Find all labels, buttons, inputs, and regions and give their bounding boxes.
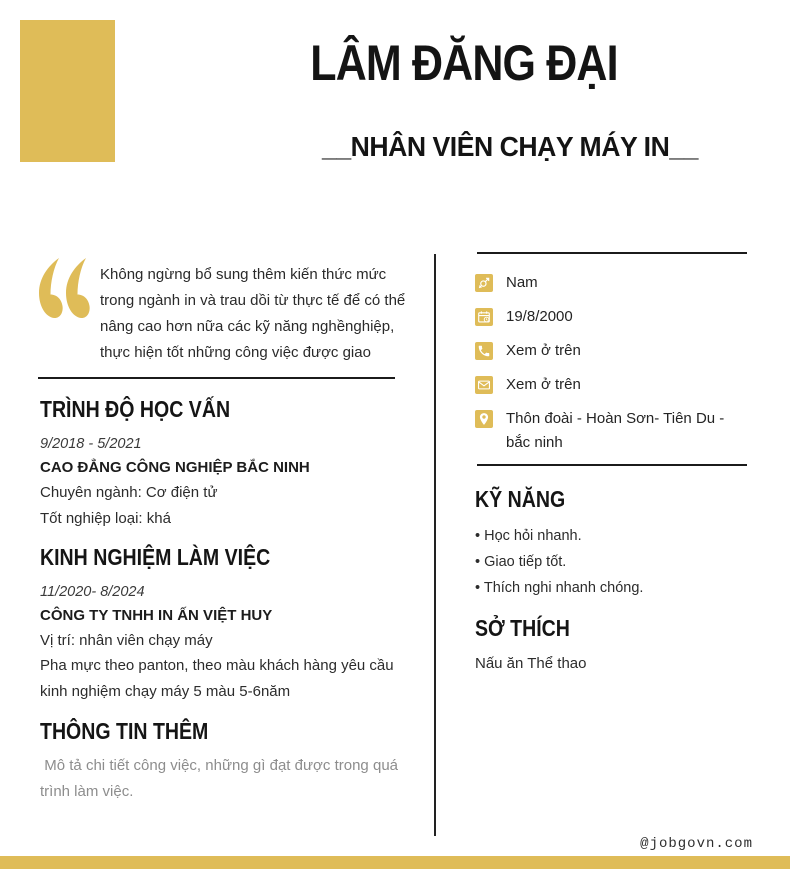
education-period: 9/2018 - 5/2021 (40, 436, 142, 452)
additional-info-text: Mô tả chi tiết công việc, những gì đạt được trong quá trình làm việc. (40, 757, 403, 800)
skill-item: • Giao tiếp tốt. (475, 554, 567, 570)
contact-row-phone (475, 339, 747, 363)
contact-row-address (475, 407, 747, 455)
contact-bottom-divider (477, 464, 747, 466)
experience-period: 11/2020- 8/2024 (40, 584, 145, 600)
summary-divider (38, 377, 395, 379)
contact-email-value: Xem ở trên (506, 376, 581, 393)
hobbies-heading: SỞ THÍCH (475, 615, 570, 641)
experience-company: CÔNG TY TNHH IN ẤN VIỆT HUY (40, 607, 273, 624)
skills-heading: KỸ NĂNG (475, 486, 566, 512)
email-icon (475, 376, 493, 394)
contact-address-value: Thôn đoài - Hoàn Sơn- Tiên Du - bắc ninh (506, 410, 725, 451)
phone-icon (475, 342, 493, 360)
skill-item: • Học hỏi nhanh. (475, 528, 582, 544)
education-grade: Tốt nghiệp loại: khá (40, 510, 171, 527)
contact-top-divider (477, 252, 747, 254)
experience-description: Pha mực theo panton, theo màu khách hàng yêu cầu kinh nghiệm chạy máy 5 màu 5-6năm (40, 657, 394, 700)
experience-position: Vị trí: nhân viên chạy máy (40, 632, 213, 649)
contact-gender-value: Nam (506, 274, 538, 291)
skills-list (475, 523, 755, 601)
contact-birthday-value: 19/8/2000 (506, 308, 573, 325)
education-school: CAO ĐẲNG CÔNG NGHIỆP BẮC NINH (40, 459, 310, 476)
watermark: @jobgovn.com (640, 836, 753, 852)
contact-phone-value: Xem ở trên (506, 342, 581, 359)
candidate-name: LÂM ĐĂNG ĐẠI (310, 35, 618, 91)
location-icon (475, 410, 493, 428)
contact-row-email (475, 373, 747, 397)
education-heading: TRÌNH ĐỘ HỌC VẤN (40, 396, 231, 422)
contact-row-gender (475, 271, 747, 295)
additional-info-heading: THÔNG TIN THÊM (40, 718, 209, 744)
gender-icon (475, 274, 493, 292)
gold-accent-block (20, 20, 115, 162)
footer-gold-strip (0, 856, 790, 869)
column-divider (434, 254, 436, 836)
contact-row-birthday (475, 305, 747, 329)
birthday-icon (475, 308, 493, 326)
experience-heading: KINH NGHIỆM LÀM VIỆC (40, 544, 271, 570)
quote-icon (37, 257, 91, 321)
skill-item: • Thích nghi nhanh chóng. (475, 580, 644, 596)
hobbies-text: Nấu ăn Thể thao (475, 655, 587, 672)
education-major: Chuyên ngành: Cơ điện tử (40, 484, 218, 501)
job-title: __NHÂN VIÊN CHẠY MÁY IN__ (322, 131, 698, 162)
summary-quote: Không ngừng bổ sung thêm kiến thức mức trong ngành in và trau dồi từ thực tế để có thể nâng cao hơn nữa các kỹ năng nghềnghiệp, thực hiện tốt những công việc được giao (100, 266, 406, 361)
contact-list (475, 271, 747, 465)
